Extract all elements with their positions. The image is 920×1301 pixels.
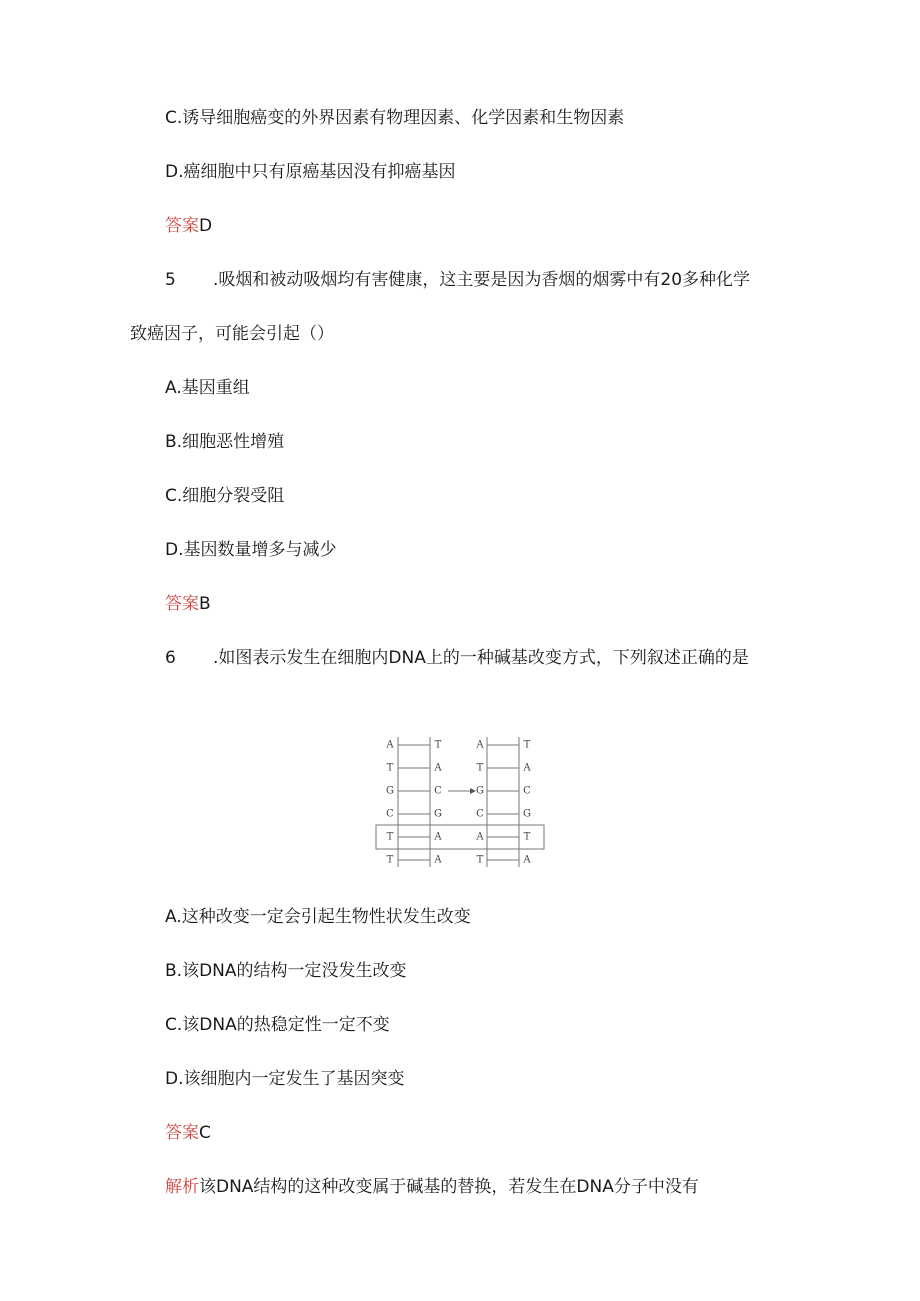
q5-option-a: A.基因重组 bbox=[165, 378, 250, 398]
right-base-b: A bbox=[523, 854, 531, 866]
right-base-a: A bbox=[476, 831, 484, 843]
left-base-b: G bbox=[434, 808, 442, 820]
q4-option-c: C.诱导细胞癌变的外界因素有物理因素、化学因素和生物因素 bbox=[165, 108, 625, 128]
right-base-a: T bbox=[476, 854, 484, 866]
left-base-b: T bbox=[434, 739, 442, 751]
q5-answer bbox=[165, 593, 211, 615]
right-base-b: C bbox=[523, 785, 531, 797]
left-base-b: A bbox=[434, 762, 442, 774]
q6-option-a: A.这种改变一定会引起生物性状发生改变 bbox=[165, 907, 471, 927]
q5-option-d: D.基因数量增多与减少 bbox=[165, 540, 337, 560]
left-base-a: A bbox=[386, 739, 394, 751]
left-base-b: C bbox=[434, 785, 442, 797]
answer-value: B bbox=[199, 594, 211, 614]
q6-option-c: C.该DNA的热稳定性一定不变 bbox=[165, 1015, 390, 1035]
q5-stem-line2: 致癌因子，可能会引起（） bbox=[130, 324, 334, 344]
q6-option-b: B.该DNA的结构一定没发生改变 bbox=[165, 961, 407, 981]
q6-answer bbox=[165, 1122, 211, 1144]
q5-option-b: B.细胞恶性增殖 bbox=[165, 432, 285, 452]
q5-option-c: C.细胞分裂受阻 bbox=[165, 486, 285, 506]
dna-diagram bbox=[370, 733, 550, 873]
q4-answer bbox=[165, 215, 212, 237]
left-base-a: T bbox=[386, 831, 394, 843]
answer-label: 答案 bbox=[165, 1123, 199, 1143]
q6-option-d: D.该细胞内一定发生了基因突变 bbox=[165, 1069, 405, 1089]
right-base-a: C bbox=[476, 808, 484, 820]
right-base-b: T bbox=[523, 739, 531, 751]
right-base-a: A bbox=[476, 739, 484, 751]
q5-stem-line1 bbox=[165, 269, 750, 291]
right-base-a: T bbox=[476, 762, 484, 774]
analysis-text: 该DNA结构的这种改变属于碱基的替换，若发生在DNA分子中没有 bbox=[199, 1177, 699, 1197]
question-number: 5 bbox=[165, 270, 176, 290]
left-base-a: G bbox=[386, 785, 394, 797]
q4-option-d: D.癌细胞中只有原癌基因没有抑癌基因 bbox=[165, 162, 456, 182]
answer-value: C bbox=[199, 1123, 211, 1143]
left-base-b: A bbox=[434, 854, 442, 866]
left-base-a: T bbox=[386, 854, 394, 866]
left-base-b: A bbox=[434, 831, 442, 843]
question-number: 6 bbox=[165, 648, 176, 668]
right-base-b: T bbox=[523, 831, 531, 843]
analysis-label: 解析 bbox=[165, 1177, 199, 1197]
answer-label: 答案 bbox=[165, 216, 199, 236]
q6-stem bbox=[165, 647, 749, 669]
base-pairs bbox=[385, 740, 531, 866]
left-base-a: T bbox=[386, 762, 394, 774]
right-base-b: A bbox=[523, 762, 531, 774]
left-base-a: C bbox=[386, 808, 394, 820]
right-base-a: G bbox=[476, 785, 484, 797]
question-stem: .如图表示发生在细胞内DNA上的一种碱基改变方式，下列叙述正确的是 bbox=[213, 648, 749, 668]
q6-analysis bbox=[165, 1176, 699, 1198]
question-stem: .吸烟和被动吸烟均有害健康，这主要是因为香烟的烟雾中有20多种化学 bbox=[213, 270, 751, 290]
answer-label: 答案 bbox=[165, 594, 199, 614]
right-base-b: G bbox=[523, 808, 531, 820]
answer-value: D bbox=[199, 216, 213, 236]
